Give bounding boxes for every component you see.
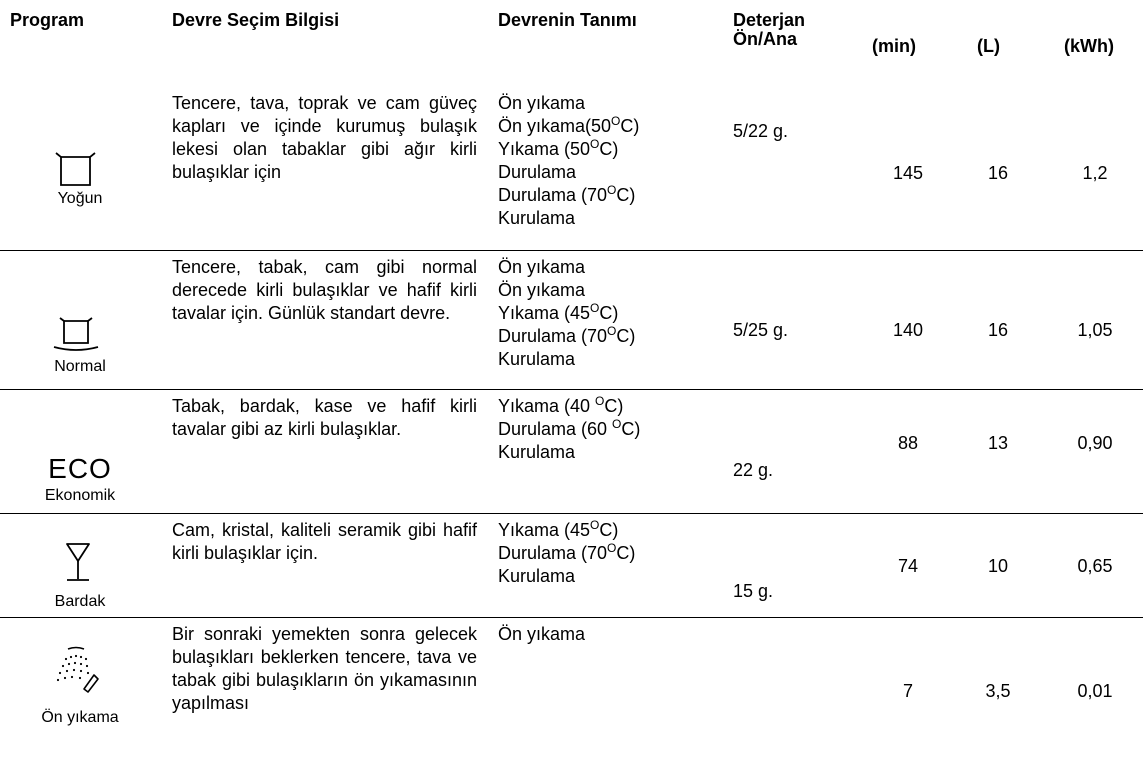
header-min: (min) [872,36,916,56]
steps-list [498,623,585,646]
l-value: 16 [987,163,1009,183]
selection-text: Tabak, bardak, kase ve hafif kirli tavalar gibi az kirli bulaşıklar. [172,396,477,439]
step-item: Durulama (60 $^O$C) [498,417,641,439]
min-value: 7 [902,681,913,701]
l-value: 16 [987,320,1009,340]
selection-text: Bir sonraki yemekten sonra gelecek bulaşıkları beklerken tencere, tava ve tabak gibi bulaşıkların ön yıkamasının yapılması [172,624,477,713]
wine-glass-icon [64,541,92,583]
pot-icon [52,148,100,188]
header-kwh: (kWh) [1064,36,1114,56]
kwh-value: 0,01 [1077,681,1113,701]
steps-list [498,395,640,464]
step-item: Kurulama [498,208,576,228]
detergent-value: 5/25 g. [733,320,789,340]
selection-text: Tencere, tava, toprak ve cam güveç kapları ve içinde kurumuş bulaşık lekesi olan tabaklar gibi ağır kirli bulaşıklar için [172,93,477,182]
header-devre-secim: Devre Seçim Bilgisi [172,10,340,30]
kwh-value: 0,90 [1077,433,1113,453]
step-item: Ön yıkama [498,280,586,300]
kwh-value: 0,65 [1077,556,1113,576]
program-label: Bardak [54,593,106,610]
steps-list [498,92,639,230]
steps-list [498,519,635,588]
step-item: Yıkama $(45^OC)$ [498,301,619,323]
step-item: Yıkama $(45^OC)$ [498,518,619,540]
eco-icon: ECO [48,453,112,484]
min-value: 140 [892,320,924,340]
min-value: 88 [897,433,919,453]
program-label: Ön yıkama [41,709,119,726]
program-label: Normal [54,358,106,375]
step-item: Durulama $(70^OC)$ [498,324,636,346]
step-item: Ön yıkama [498,257,586,277]
header-devre-tanimi: Devrenin Tanımı [498,10,637,30]
program-label: Ekonomik [44,487,116,504]
step-item: Ön yıkama [498,624,586,644]
step-item: Durulama $(70^OC)$ [498,541,636,563]
detergent-value: 22 g. [733,460,774,480]
detergent-value: 5/22 g. [733,121,789,141]
row-divider [0,617,1143,618]
header-l: (L) [977,36,1000,56]
header-deterjan-line1: Deterjan [733,10,806,30]
row-divider [0,389,1143,390]
min-value: 145 [892,163,924,183]
row-divider [0,513,1143,514]
step-item: Ön $yıkama(50^OC)$ [498,114,640,136]
step-item: Durulama [498,162,577,182]
row-divider [0,250,1143,251]
l-value: 13 [987,433,1009,453]
header-program: Program [10,10,85,30]
step-item: Ön yıkama [498,93,586,113]
kwh-value: 1,05 [1077,320,1113,340]
l-value: 3,5 [985,681,1011,701]
min-value: 74 [897,556,919,576]
step-item: Kurulama [498,442,576,462]
step-item: Kurulama [498,566,576,586]
detergent-value: 15 g. [733,581,774,601]
l-value: 10 [987,556,1009,576]
steps-list [498,256,635,371]
selection-text: Cam, kristal, kaliteli seramik gibi hafif kirli bulaşıklar için. [172,520,477,563]
spray-icon [54,645,100,695]
program-label: Yoğun [57,190,103,207]
header-deterjan-line2: Ön/Ana [733,29,798,49]
pot-with-base-icon [52,313,100,355]
selection-text: Tencere, tabak, cam gibi normal derecede kirli bulaşıklar ve hafif kirli tavalar için. Günlük standart devre. [172,257,477,323]
step-item: Kurulama [498,349,576,369]
kwh-value: 1,2 [1082,163,1108,183]
step-item: Yıkama $(50^OC)$ [498,137,619,159]
step-item: Durulama $(70^OC)$ [498,183,636,205]
step-item: Yıkama (40 $^O$C) [498,394,624,416]
